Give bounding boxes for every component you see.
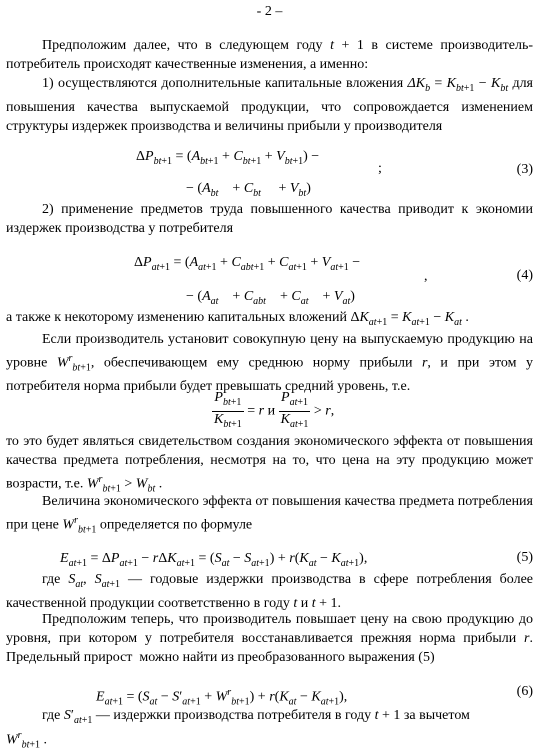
equation-3-number: (3) xyxy=(516,162,533,177)
paragraph-also: а также к некоторому изменению капитальных вложений $\Delta K_{at+1} = K_{at+1} - K_{at}$ . xyxy=(6,310,469,328)
equation-3-line-2: − ($A_{bt}$ + $C_{bt}$ + $V_{bt}$) xyxy=(186,181,311,199)
equation-4-line-2: − ($A_{at}$ + $C_{abt}$ + $C_{at}$ + $V_{at}$) xyxy=(186,289,355,307)
fraction-1: $\frac{P_{bt+1}}{K_{bt+1}}$ xyxy=(214,390,242,430)
equation-4-separator: , xyxy=(424,269,428,284)
paragraph-item-2: 2) применение предметов труда повышенного качества приводит к экономии издержек производства у потребителя xyxy=(6,202,533,236)
equation-3-separator: ; xyxy=(378,161,382,176)
equation-3-line-1: $\Delta P_{bt+1} = (A_{bt+1} + C_{bt+1} + V_{bt+1})$ − xyxy=(136,149,320,167)
paragraph-if: Если производитель установит совокупную цену на выпускаемую продукцию на уровне $W^r_{bt+1}$, обеспечивающем ему среднюю норму прибыли r, и при этом у потребителя норма прибыли будет превышать средний уровень, т.е. xyxy=(6,332,533,395)
paragraph-intro: Предположим далее, что в следующем году t + 1 в системе производитель-потребитель происходят качественные изменения, а именно: xyxy=(6,38,533,72)
fraction-2: $\frac{P_{at+1}}{K_{at+1}}$ xyxy=(280,390,309,430)
equation-4-number: (4) xyxy=(516,268,533,283)
paragraph-then: то это будет являться свидетельством создания экономического эффекта от повышения качества предмета потребления, несмотря на то, что цена на эту продукцию может возрасти, т.е. $W^r_{bt+1} > W_{bt}$ . xyxy=(6,434,533,495)
page-number: - 2 – xyxy=(256,4,283,19)
paragraph-where-2-end: $W^r_{bt+1}$ . xyxy=(6,730,47,751)
paragraph-where-1: где $S_{at}$, $S_{at+1}$ — годовые издержки производства в сфере потребления более качественной продукции соответственно в году t и t + 1. xyxy=(6,572,534,611)
inequality-formula: $\frac{P_{bt+1}}{K_{bt+1}}$ = r и $\frac{P_{at+1}}{K_{at+1}}$ > r, xyxy=(212,390,334,433)
paragraph-value: Величина экономического эффекта от повышения качества предмета потребления при цене $W^r_{bt+1}$ определяется по формуле xyxy=(6,494,533,536)
equation-6-number: (6) xyxy=(516,684,533,699)
equation-5-number: (5) xyxy=(516,550,533,565)
paragraph-item-1: 1) осуществляются дополнительные капитальные вложения $\Delta K_b = K_{bt+1} - K_{bt}$ для повышения качества выпускаемой продукции, что сопровождается изменением структуры издержек производства и величины прибыли у производителя xyxy=(6,76,534,134)
equation-5: $E_{at+1} = \Delta P_{at+1} - r\Delta K_{at+1} = (S_{at} - S_{at+1}) + r(K_{at} - K_{at+1})$, xyxy=(60,551,368,569)
equation-6: $E_{at+1} = (S_{at} - S'_{at+1} + W^r_{bt+1}) + r(K_{at} - K_{at+1})$, xyxy=(96,687,348,708)
equation-4-line-1: $\Delta P_{at+1} = (A_{at+1} + C_{abt+1} + C_{at+1} + V_{at+1}$ − xyxy=(134,255,361,273)
paragraph-where-2: где $S'_{at+1}$ — издержки производства потребителя в году t + 1 за вычетом xyxy=(42,708,470,726)
paragraph-assume: Предположим теперь, что производитель повышает цену на свою продукцию до уровня, при котором у потребителя восстанавливается прежняя норма прибыли r. Предельный прирост можно найти из преобразованного выражения (5) xyxy=(6,612,533,665)
